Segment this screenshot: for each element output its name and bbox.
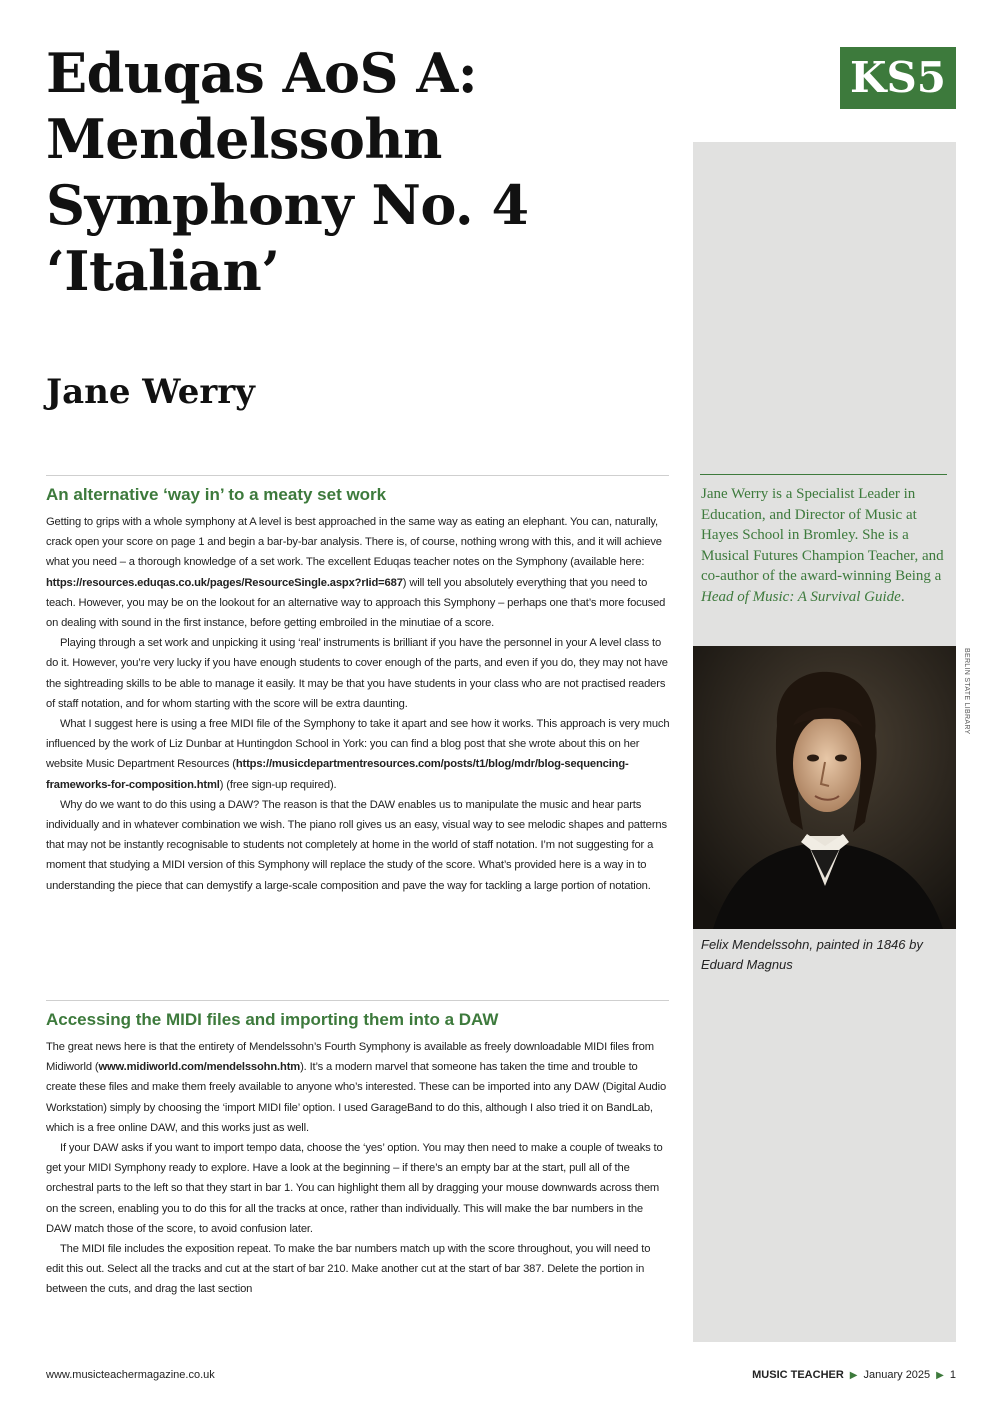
section-divider — [46, 475, 669, 476]
paragraph — [46, 714, 670, 795]
triangle-right-icon: ▶ — [849, 1369, 858, 1381]
footer-website[interactable]: www.musicteachermagazine.co.uk — [46, 1369, 215, 1381]
issue-date: January 2025 — [863, 1369, 931, 1381]
link-text[interactable]: https://musicdepartmentresources.com/posts/t1/blog/mdr/blog-sequencing-frameworks-for-composition.html — [46, 758, 629, 791]
page-number: 1 — [949, 1369, 956, 1381]
bio-end: . — [900, 588, 905, 605]
title-line: Mendelssohn — [46, 107, 442, 171]
article-title — [46, 40, 666, 304]
section-body — [46, 1037, 670, 1300]
paragraph — [46, 1037, 670, 1138]
key-stage-badge: KS5 — [840, 47, 956, 109]
paragraph-text: What I suggest here is using a free MIDI file of the Symphony to take it apart and see how it works. This approach is very much influenced by the work of Liz Dunbar at Huntingdon School in York: you can find a blog post that she wrote about this on her website Music Department Resources ( — [46, 718, 670, 771]
author-name: Jane Werry — [46, 372, 255, 412]
title-line: Eduqas AoS A: — [46, 41, 478, 105]
sidebar-divider — [700, 474, 947, 475]
paragraph — [46, 512, 670, 633]
footer-meta — [752, 1369, 956, 1381]
paragraph: Playing through a set work and unpicking it using ‘real’ instruments is brilliant if you have the personnel in your A level class to do it. However, you’re very lucky if you have enough students to cover enough of the parts, and even if you do, they may not have the sightreading skills to be able to manage it easily. It may be that you have students in your class who are not practised readers of staff notation, and for whom starting with the score will be extra daunting. — [46, 637, 668, 710]
link-text[interactable]: www.midiworld.com/mendelssohn.htm — [98, 1061, 301, 1074]
link-text[interactable]: https://resources.eduqas.co.uk/pages/ResourceSingle.aspx?rIid=687 — [46, 576, 403, 589]
section-heading: Accessing the MIDI files and importing them into a DAW — [46, 1010, 499, 1029]
section-divider — [46, 1000, 669, 1001]
paragraph-text: ) (free sign-up required). — [219, 778, 337, 791]
paragraph: The MIDI file includes the exposition repeat. To make the bar numbers match up with the score throughout, you will need to edit this out. Select all the tracks and cut at the start of bar 210. Make another cut at the start of bar 387. Delete the portion in between the cuts, and drag the last section — [46, 1243, 651, 1296]
bio-text: Jane Werry is a Specialist Leader in Education, and Director of Music at Hayes School in Bromley. She is a Musical Futures Champion Teacher, and co-author of the award-winning Being a — [701, 486, 944, 584]
bio-book-title: Head of Music: A Survival Guide — [701, 588, 901, 605]
paragraph-text: ). It’s a modern marvel that someone has taken the time and trouble to create these files and make them freely available to anyone who’s interested. These can be imported into any DAW (Digital Audio Workstation) simply by choosing the ‘import MIDI file’ option. I used GarageBand to do this, although I also tried it on BandLab, which is a free online DAW, and this works just as well. — [46, 1061, 667, 1134]
paragraph-text: Getting to grips with a whole symphony at A level is best approached in the same way as eating an elephant. You can, naturally, crack open your score on page 1 and begin a bar-by-bar analysis. There is, of course, nothing wrong with this, and it will achieve what you need – a thorough knowledge of a set work. The excellent Eduqas teacher notes on the Symphony (available here: — [46, 516, 662, 569]
portrait-image — [693, 646, 956, 929]
magazine-name: MUSIC TEACHER — [752, 1369, 844, 1381]
paragraph-text: ) will tell you absolutely everything that you need to teach. However, you may be on the lookout for an alternative way to approach this Symphony – perhaps one that’s more focused on dealing with sound in the first instance, before getting embroiled in the minutiae of a score. — [46, 576, 666, 630]
photo-credit: BERLIN STATE LIBRARY — [963, 648, 970, 735]
section-body — [46, 512, 670, 896]
author-bio — [701, 484, 951, 607]
title-line: Symphony No. 4 — [46, 173, 529, 237]
section-heading: An alternative ‘way in’ to a meaty set work — [46, 485, 387, 504]
photo-caption: Felix Mendelssohn, painted in 1846 by Eduard Magnus — [701, 937, 923, 972]
paragraph: Why do we want to do this using a DAW? The reason is that the DAW enables us to manipulate the music and hear parts individually and in whatever combination we wish. The piano roll gives us an easy, visual way to see melodic shapes and patterns that may not be instantly recognisable to students not completely at home in the world of staff notation. I’m not suggesting for a moment that studying a MIDI version of this Symphony will replace the study of the score. What’s provided here is a way in to understanding the piece that can demystify a large-scale composition and pave the way for tackling a large portion of notation. — [46, 798, 667, 892]
title-line: ‘Italian’ — [46, 239, 280, 303]
triangle-right-icon: ▶ — [936, 1369, 944, 1381]
paragraph-text: The great news here is that the entirety of Mendelssohn’s Fourth Symphony is available as freely downloadable MIDI files from Midiworld ( — [46, 1041, 654, 1074]
paragraph: If your DAW asks if you want to import tempo data, choose the ‘yes’ option. You may then need to make a couple of tweaks to get your MIDI Symphony ready to explore. Have a look at the beginning – if there’s an empty bar at the start, pull all of the orchestral parts to the left so that they start in bar 1. You can highlight them all by dragging your mouse downwards across them on the screen, enabling you to do this for all the tracks at once, rather than individually. This will make the bar numbers in the DAW match those of the score, to avoid confusion later. — [46, 1142, 663, 1235]
portrait-illustration — [693, 646, 956, 929]
